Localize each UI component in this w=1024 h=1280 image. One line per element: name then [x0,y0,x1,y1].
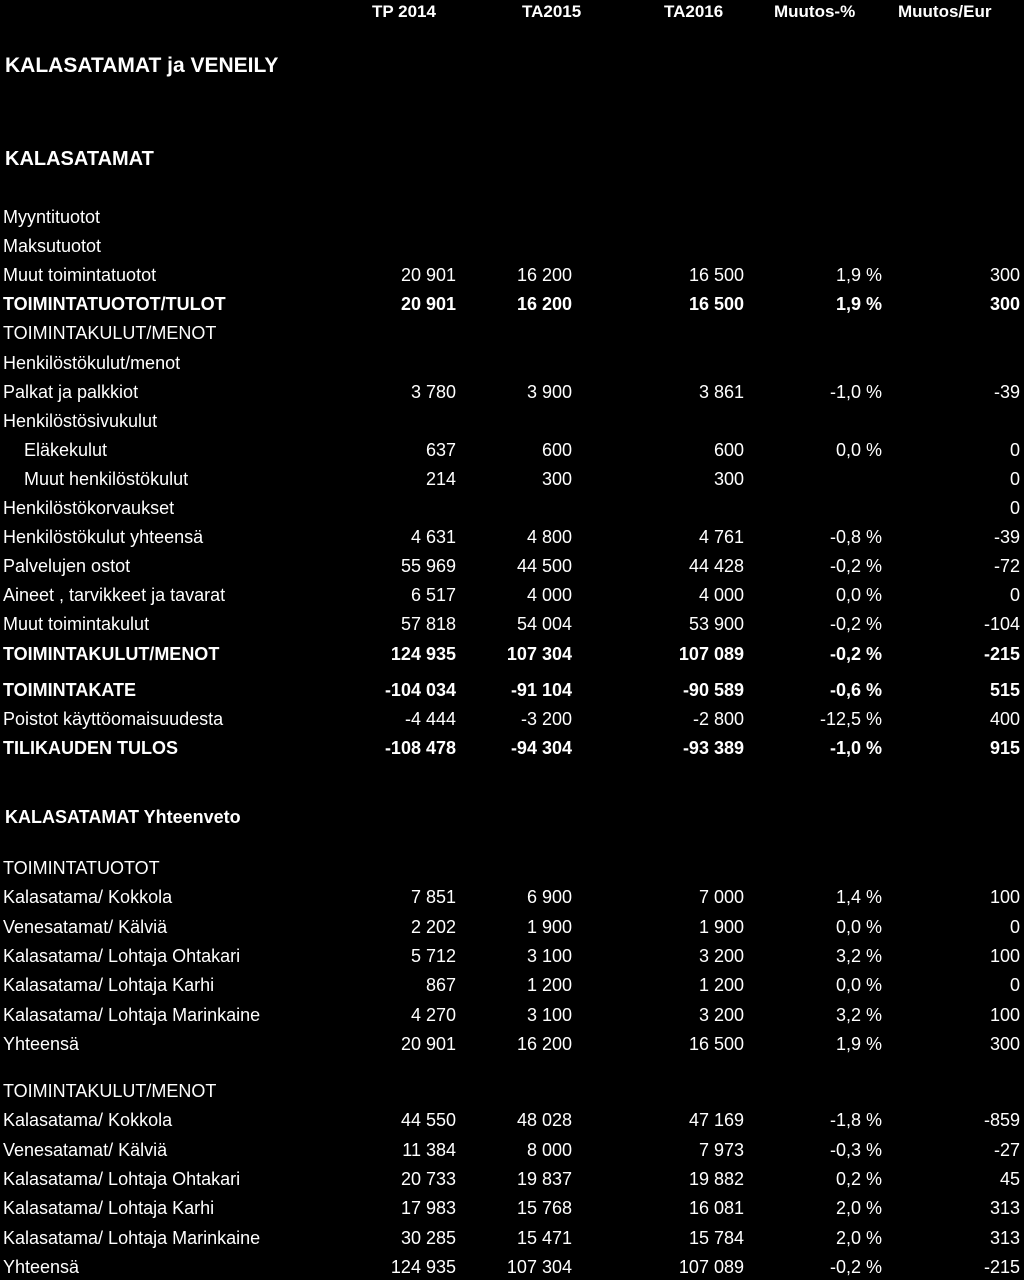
cell-ta2015: 15 768 [516,1198,572,1219]
row-label: TILIKAUDEN TULOS [3,738,178,759]
cell-ta2016: 16 500 [688,265,744,286]
cell-tp2014: 124 935 [390,1256,456,1277]
row-label: Muut toimintakulut [3,614,150,635]
cell-muutos-pct: 1,9 % [835,1033,882,1054]
cell-ta2016: 3 200 [698,945,744,966]
cell-muutos-pct: 0,0 % [835,439,882,460]
cell-tp2014: 20 733 [400,1168,456,1189]
cell-muutos-pct: -0,6 % [829,680,882,700]
row-label: Kalasatama/ Lohtaja Marinkaine [3,1004,261,1025]
row-label: Henkilöstökulut yhteensä [3,527,204,548]
cell-muutos-eur: 300 [989,1033,1020,1054]
cell-ta2015: 54 004 [516,614,572,635]
table-row [0,1107,1024,1133]
cell-ta2015: 8 000 [526,1139,572,1160]
cell-muutos-pct: -0,3 % [829,1139,882,1160]
row-label: Kalasatama/ Lohtaja Karhi [3,975,215,996]
main-title: KALASATAMAT ja VENEILY [5,54,279,77]
col-header-muutos-eur: Muutos/Eur [898,2,992,21]
cell-muutos-eur: -215 [983,1256,1020,1277]
table-row [0,204,1024,230]
col-header-ta2015: TA2015 [522,2,582,21]
cell-muutos-eur: 313 [989,1227,1020,1248]
cell-ta2015: -94 304 [510,738,572,759]
row-label: TOIMINTAKATE [3,680,136,700]
row-label: TOIMINTATUOTOT/TULOT [3,294,226,315]
cell-muutos-pct: -0,2 % [829,1256,882,1277]
cell-muutos-eur: -215 [983,643,1020,664]
table-row [0,641,1024,667]
cell-muutos-eur: -859 [983,1110,1020,1131]
cell-muutos-pct: -1,8 % [829,1110,882,1131]
cell-muutos-eur: 0 [1009,439,1020,460]
cell-muutos-pct: -0,2 % [829,643,882,664]
row-label: Muut toimintatuotot [3,265,157,286]
cell-ta2016: 44 428 [688,556,744,577]
cell-muutos-eur: 313 [989,1198,1020,1219]
cell-ta2015: 600 [541,439,572,460]
cell-muutos-eur: -72 [993,556,1020,577]
col-header-tp2014: TP 2014 [372,2,436,21]
cell-tp2014: 3 780 [410,381,456,402]
col-header-ta2016: TA2016 [664,2,724,21]
table-row [0,972,1024,998]
cell-muutos-pct: 0,0 % [835,916,882,937]
row-label: Kalasatama/ Kokkola [3,887,173,908]
cell-muutos-pct: -12,5 % [819,709,882,730]
cell-ta2015: -3 200 [520,709,572,730]
row-label: Henkilöstökorvaukset [3,498,175,518]
row-label: Venesatamat/ Kälviä [3,916,168,937]
cell-muutos-pct: 2,0 % [835,1198,882,1219]
table-row [0,855,1024,881]
cell-tp2014: 20 901 [400,1033,456,1054]
table-row [0,706,1024,732]
cell-tp2014: 214 [425,468,456,489]
table-row [0,379,1024,405]
cell-tp2014: 637 [425,439,456,460]
cell-tp2014: 55 969 [400,556,456,577]
row-label: Palvelujen ostot [3,556,131,577]
cell-tp2014: 44 550 [400,1110,456,1131]
table-row [0,291,1024,317]
cell-muutos-eur: 915 [989,738,1020,759]
cell-ta2015: 15 471 [516,1227,572,1248]
table-row [0,262,1024,288]
cell-muutos-pct: 0,0 % [835,585,882,606]
row-label: Poistot käyttöomaisuudesta [3,709,224,730]
table-row [0,233,1024,259]
cell-ta2016: 15 784 [688,1227,744,1248]
cell-ta2016: 3 861 [698,381,744,402]
cell-tp2014: -104 034 [384,680,456,700]
cell-ta2016: 16 081 [688,1198,744,1219]
cell-muutos-eur: -39 [993,381,1020,402]
cell-muutos-eur: 300 [989,294,1020,315]
row-label: Kalasatama/ Lohtaja Ohtakari [3,1168,241,1189]
cell-ta2016: -90 589 [682,680,744,700]
cell-tp2014: 20 901 [400,265,456,286]
cell-ta2015: 1 200 [526,975,572,996]
cell-muutos-eur: -104 [983,614,1020,635]
row-label: Maksutuotot [3,236,102,257]
row-label: Yhteensä [3,1033,80,1054]
cell-ta2016: 16 500 [688,294,744,315]
cell-ta2015: 19 837 [516,1168,572,1189]
cell-muutos-pct: 3,2 % [835,1004,882,1025]
cell-muutos-eur: 515 [989,680,1020,700]
cell-ta2015: 3 100 [526,1004,572,1025]
cell-ta2016: 16 500 [688,1033,744,1054]
row-label: Kalasatama/ Lohtaja Ohtakari [3,945,241,966]
row-label: Venesatamat/ Kälviä [3,1139,168,1160]
cell-ta2015: 3 900 [526,381,572,402]
cell-muutos-eur: -39 [993,527,1020,548]
section-title-kalasatamat: KALASATAMAT [5,148,154,170]
cell-ta2015: 16 200 [516,1033,572,1054]
cell-tp2014: 7 851 [410,887,456,908]
table-row [0,1225,1024,1251]
cell-muutos-eur: 45 [999,1168,1020,1189]
cell-ta2016: -93 389 [682,738,744,759]
table-row [0,884,1024,910]
cell-muutos-pct: 2,0 % [835,1227,882,1248]
cell-ta2015: 3 100 [526,945,572,966]
cell-muutos-pct: 1,9 % [835,265,882,286]
table-row [0,943,1024,969]
cell-tp2014: 30 285 [400,1227,456,1248]
cell-tp2014: 6 517 [410,585,456,606]
cell-ta2015: 1 900 [526,916,572,937]
row-label: Kalasatama/ Lohtaja Karhi [3,1198,215,1219]
cell-ta2015: 48 028 [516,1110,572,1131]
cell-tp2014: 57 818 [400,614,456,635]
table-row [0,495,1024,521]
cell-muutos-eur: 100 [989,887,1020,908]
cell-muutos-pct: 0,0 % [835,975,882,996]
table-row [0,524,1024,550]
cell-ta2016: 3 200 [698,1004,744,1025]
row-label: Eläkekulut [24,439,108,460]
row-label: TOIMINTATUOTOT [3,858,160,878]
cell-muutos-eur: 400 [989,709,1020,730]
cell-muutos-eur: 0 [1009,916,1020,937]
table-row [0,1254,1024,1280]
cell-muutos-pct: -0,2 % [829,556,882,577]
cell-ta2016: 600 [713,439,744,460]
cell-ta2016: 7 973 [698,1139,744,1160]
cell-muutos-pct: 1,4 % [835,887,882,908]
table-row [0,735,1024,761]
cell-ta2015: 300 [541,468,572,489]
cell-muutos-eur: 300 [989,265,1020,286]
table-row [0,611,1024,637]
cell-muutos-eur: 0 [1009,468,1020,489]
row-label: Henkilöstökulut/menot [3,352,181,373]
cell-ta2015: 44 500 [516,556,572,577]
table-row [0,553,1024,579]
row-label: Henkilöstösivukulut [3,410,158,431]
row-label: Palkat ja palkkiot [3,381,139,402]
cell-ta2016: 1 900 [698,916,744,937]
cell-muutos-eur: 100 [989,945,1020,966]
table-row [0,1137,1024,1163]
cell-muutos-pct: 0,2 % [835,1168,882,1189]
section-title-yhteenveto: KALASATAMAT Yhteenveto [5,807,241,827]
row-label: Kalasatama/ Kokkola [3,1110,173,1131]
table-row [0,1166,1024,1192]
cell-muutos-eur: 0 [1009,585,1020,606]
cell-muutos-pct: 3,2 % [835,945,882,966]
cell-muutos-pct: -0,8 % [829,527,882,548]
cell-ta2015: 16 200 [516,265,572,286]
table-row [0,582,1024,608]
cell-muutos-eur: 0 [1009,975,1020,996]
col-header-muutos-pct: Muutos-% [774,2,856,21]
cell-tp2014: 11 384 [402,1139,456,1160]
table-row [0,677,1024,703]
cell-ta2016: 300 [713,468,744,489]
table-row [0,466,1024,492]
cell-ta2015: -91 104 [510,680,572,700]
row-label: TOIMINTAKULUT/MENOT [3,323,217,344]
row-label: TOIMINTAKULUT/MENOT [3,643,220,664]
row-label: Myyntituotot [3,207,101,227]
row-label: TOIMINTAKULUT/MENOT [3,1081,217,1101]
cell-ta2015: 16 200 [516,294,572,315]
cell-ta2015: 6 900 [526,887,572,908]
cell-ta2016: 19 882 [688,1168,744,1189]
cell-muutos-eur: -27 [993,1139,1020,1160]
row-label: Muut henkilöstökulut [24,468,189,489]
cell-tp2014: -4 444 [404,709,456,730]
table-row [0,914,1024,940]
cell-muutos-pct: -1,0 % [829,381,882,402]
cell-tp2014: 124 935 [390,643,456,664]
table-row [0,1002,1024,1028]
cell-ta2016: 47 169 [688,1110,744,1131]
row-label: Yhteensä [3,1256,80,1277]
cell-tp2014: 20 901 [400,294,456,315]
cell-ta2016: 107 089 [678,643,744,664]
cell-muutos-pct: 1,9 % [835,294,882,315]
cell-ta2016: 1 200 [698,975,744,996]
cell-tp2014: 4 270 [410,1004,456,1025]
cell-ta2015: 107 304 [506,643,572,664]
cell-ta2016: 53 900 [688,614,744,635]
cell-ta2016: 4 761 [698,527,744,548]
table-row [0,1031,1024,1057]
table-row [0,350,1024,376]
cell-ta2016: 7 000 [698,887,744,908]
table-row [0,1195,1024,1221]
cell-tp2014: 2 202 [410,916,456,937]
cell-ta2016: 107 089 [678,1256,744,1277]
cell-muutos-pct: -1,0 % [829,738,882,759]
cell-ta2015: 107 304 [506,1256,572,1277]
cell-tp2014: -108 478 [384,738,456,759]
cell-tp2014: 4 631 [410,527,456,548]
table-row [0,1078,1024,1104]
cell-ta2015: 4 800 [526,527,572,548]
row-label: Kalasatama/ Lohtaja Marinkaine [3,1227,261,1248]
cell-ta2016: -2 800 [692,709,744,730]
cell-muutos-eur: 100 [989,1004,1020,1025]
cell-muutos-pct: -0,2 % [829,614,882,635]
cell-ta2015: 4 000 [526,585,572,606]
cell-tp2014: 17 983 [400,1198,456,1219]
cell-tp2014: 867 [425,975,456,996]
table-row [0,408,1024,434]
cell-muutos-eur: 0 [1009,498,1020,518]
cell-tp2014: 5 712 [410,945,456,966]
table-row [0,320,1024,346]
table-row [0,437,1024,463]
row-label: Aineet , tarvikkeet ja tavarat [3,585,226,606]
cell-ta2016: 4 000 [698,585,744,606]
